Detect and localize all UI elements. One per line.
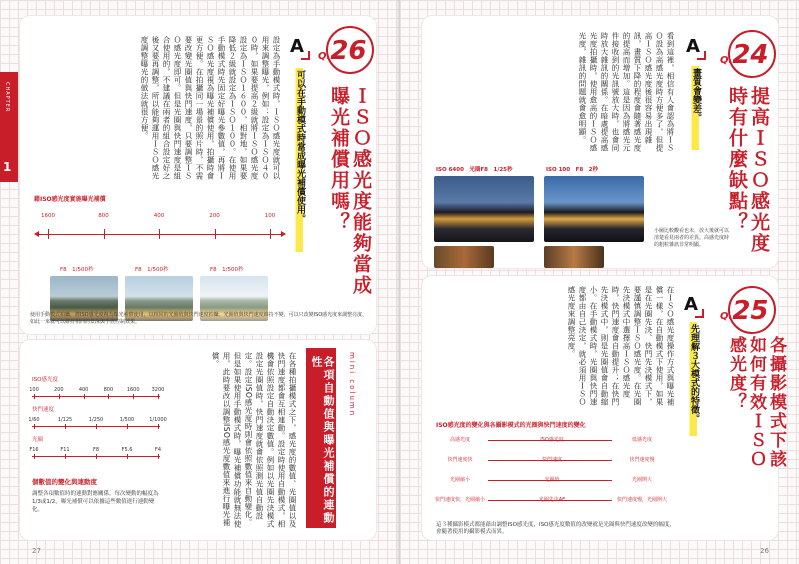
chapter-tab[interactable] xyxy=(0,72,18,182)
q25-diagram-caption: ISO感光度的變化與各攝影模式的光圈與快門速度的變化 xyxy=(436,422,586,429)
q24-photo-crop-high xyxy=(434,246,494,268)
iso-scale-tick-label: 800 xyxy=(103,387,114,393)
q24-card xyxy=(422,16,778,268)
q25-diagram-note: 這３種攝影模式都能藉由調整ISO感光度，ISO感光度數值的改變就是光圈與快門速度改變的幅度，會隨著使用的攝影模式而異。 xyxy=(436,522,675,535)
q25-row-left: 光圈縮小 xyxy=(449,477,470,483)
aperture-scale-tick-label: F4 xyxy=(154,447,162,453)
q26-photo-label-2: F8 1/500秒 xyxy=(135,267,169,273)
q24-photo-label-2: ISO 100 F8 2秒 xyxy=(546,167,598,173)
q26-card xyxy=(20,16,376,334)
exposure-scale-tick xyxy=(104,229,105,239)
q24-photo-crop-low xyxy=(544,246,604,268)
exposure-scale-tick xyxy=(48,229,49,239)
exposure-scale-tick-label: 1600 xyxy=(41,213,55,219)
aperture-scale-tick-label: F5.6 xyxy=(121,447,133,453)
exposure-scale-tick-label: 800 xyxy=(98,213,109,219)
iso-scale-tick-label: 100 xyxy=(29,387,39,393)
iso-scale-tick xyxy=(158,394,159,399)
mini-column-card xyxy=(20,340,376,540)
q24-body: 看到這裡，相信有人會認為將ＩＳＯ設為高感光度時方便多了，但提高ＩＳＯ感光度後很容易出現雜訊，畫質下降的程度會隨著感光度的提高而增加。這是因為將感光元件接收到的光訊號放大時，也會同時放大雜訊的關係。在暗處提高感光度拍攝時，使用愈高的ＩＳＯ感光度，雜訊的問題就會愈明顯。 xyxy=(578,32,675,152)
q26-answer-subtitle: 可以在手動模式時當成曝光補償使用。 xyxy=(294,68,307,252)
iso-scale-tick xyxy=(84,394,85,399)
q26-figure-note: 使用手動模式拍攝，將ISO感光度視為曝光補償使用，以相同的光圈值與快門速度拍攝。光圈值與快門速度維持不變，可以只改變ISO感光度來調整亮度，如此一來就可以維持相同的景深與手震控制效果。 xyxy=(30,312,368,325)
iso-scale-tick-label: 3200 xyxy=(151,387,165,393)
q25-answer-subtitle: 先理解３大模式的特徵。 xyxy=(688,322,701,436)
shutter-scale-tick xyxy=(34,424,35,429)
shutter-scale-tick-label: 1/1000 xyxy=(149,417,167,423)
right-page xyxy=(400,0,799,564)
shutter-scale-tick-label: 1/125 xyxy=(57,417,73,423)
iso-scale-tick xyxy=(59,394,60,399)
q25-row-arrow xyxy=(488,500,612,501)
q25-number: 25 xyxy=(732,296,769,326)
q26-figure-caption: 藉ISO感光度實施曝光補償 xyxy=(34,196,106,203)
q25-row-left: 高感光度 xyxy=(449,437,470,443)
q25-row-arrow xyxy=(488,440,612,441)
iso-diagram-label: ISO感光度 xyxy=(32,377,58,383)
mini-column-note-body: 調整各項數值時的連動對應關係。每次變動的幅度為1/3或1/2，曝光補償可以依據這些數值進行連動變化。 xyxy=(32,491,159,513)
q26-body: 設定為手動模式時，ＩＳＯ感光度就可以用來調整曝光，例如：設定為ＩＳＯ４００時，如果要提高２級就將ＩＳＯ感光度設定為ＩＳＯ１６００，相對地，如果要降低２級就設定為ＩＳＯ１００。在使用手動模式時先固定好曝光參數值，再將ＩＳＯ感光度視為曝光補償使用，拍攝時會更方便。在拍攝同一場景的照片時，不需要改變光圈值與快門速度，只要調整ＩＳＯ感光度即可。但是光圈與快門速度是組合使用的，不建議在兩者的組合設定好之後又要再調整，所以能夠運用ＩＳＯ感光度調整曝光的做法就很方便。 xyxy=(140,36,281,180)
exposure-scale-tick-label: 100 xyxy=(264,213,276,219)
q24-answer-subtitle: 畫質會變差。 xyxy=(690,66,703,150)
q24-photo-low-iso xyxy=(544,176,644,242)
aperture-scale-tick xyxy=(96,454,97,459)
mini-column-note-title: 個數值的變化與連動度 xyxy=(32,478,97,486)
exposure-scale-tick-label: 400 xyxy=(153,213,165,219)
q26-badge xyxy=(318,36,367,66)
aperture-scale-tick xyxy=(65,454,66,459)
q25-badge xyxy=(720,296,769,326)
chapter-label: CHAPTER xyxy=(4,82,10,113)
q25-row-right: 快門速度慢 xyxy=(629,457,655,463)
aperture-scale-tick xyxy=(158,454,159,459)
q25-card xyxy=(422,276,786,540)
exposure-scale-tick-label: 200 xyxy=(209,213,220,219)
q24-badge xyxy=(720,40,769,70)
aperture-scale-tick-label: F16 xyxy=(29,447,39,453)
aperture-scale-tick-label: F8 xyxy=(92,447,100,453)
q26-photo-label-3: F8 1/500秒 xyxy=(210,267,244,273)
q25-title: 各攝影模式下該如何有效ＩＳＯ感光度？ xyxy=(726,336,786,469)
q24-number: 24 xyxy=(732,40,769,70)
q25-answer-letter: A xyxy=(682,296,700,314)
q24-q-label: Q. xyxy=(720,55,733,66)
iso-scale-tick xyxy=(133,394,134,399)
iso-scale-tick-label: 200 xyxy=(54,387,64,393)
q24-title: 提高ＩＳＯ感光度時有什麼缺點？ xyxy=(726,86,770,254)
shutter-scale-tick xyxy=(127,424,128,429)
q25-row-right: 光圈開大 xyxy=(631,477,652,483)
shutter-scale-tick xyxy=(65,424,66,429)
q24-photo-label-1: ISO 6400 光圈F8 1/25秒 xyxy=(436,167,513,173)
mini-column-tag: mini column xyxy=(348,352,356,418)
aperture-scale-tick-label: F11 xyxy=(60,447,70,453)
exposure-scale-left-arrow xyxy=(34,231,39,237)
q25-row-right: 快門速度慢，光圈開大 xyxy=(616,497,667,503)
q26-title: ＩＳＯ感光度能夠當成曝光補償用嗎？ xyxy=(328,86,372,296)
iso-scale-line xyxy=(32,396,160,397)
right-page-number: 26 xyxy=(760,547,769,555)
mini-column-title: 各項自動值與曝光補償的連動性 xyxy=(310,356,335,525)
shutter-scale-tick xyxy=(158,424,159,429)
left-page xyxy=(0,0,399,564)
iso-scale-tick-label: 400 xyxy=(78,387,89,393)
iso-scale-tick-label: 1600 xyxy=(126,387,140,393)
aperture-scale-tick xyxy=(34,454,35,459)
exposure-scale-right-arrow xyxy=(281,231,286,237)
left-page-number: 27 xyxy=(32,547,41,555)
iso-scale-tick xyxy=(34,394,35,399)
shutter-scale-tick-label: 1/250 xyxy=(88,417,104,423)
aperture-diagram-label: 光圈 xyxy=(32,437,44,443)
exposure-scale-line xyxy=(38,234,282,235)
q25-body: 在ＩＳＯ感光度操作方式與曝光補償一樣，在自動模式下使用，如果是在光圈先決、快門先決模式下，要謹慎調整ＩＳＯ感光度。在光圈先決模式中選擇高ＩＳＯ感光度時，快門速度會自動提升；在快門先決模式中，則是光圈值會自動縮小。在手動模式時，光圈與快門速度都由自己決定，就必須用ＩＳＯ感光度來調整亮度。 xyxy=(567,286,675,406)
shutter-scale-tick-label: 1/500 xyxy=(119,417,135,423)
q26-answer-letter: A xyxy=(288,38,306,56)
exposure-scale-tick xyxy=(270,229,271,239)
q24-photo-note: 小圖比較觀看也未，放大後就可以清楚看見兩者的差異。高感光度時的粗粒雜訊非常明顯。 xyxy=(654,228,730,248)
q25-q-label: Q. xyxy=(720,311,733,322)
q26-photo-label-1: F8 1/500秒 xyxy=(60,267,94,273)
q25-row-arrow xyxy=(488,480,612,481)
q24-photo-high-iso xyxy=(434,176,534,242)
aperture-scale-tick xyxy=(127,454,128,459)
q25-row-arrow xyxy=(488,460,612,461)
iso-scale-tick xyxy=(108,394,109,399)
shutter-scale-tick-label: 1/60 xyxy=(28,417,40,423)
q25-row-left: 快門速度快 xyxy=(447,457,473,463)
q26-q-label: Q. xyxy=(318,51,331,62)
q25-row-left: 快門速度快，光圈縮小 xyxy=(434,497,485,503)
chapter-number: 1 xyxy=(3,160,12,174)
shutter-scale-tick xyxy=(96,424,97,429)
exposure-scale-tick xyxy=(159,229,160,239)
q24-answer-letter: A xyxy=(684,38,702,56)
exposure-scale-tick xyxy=(215,229,216,239)
shutter-diagram-label: 快門速度 xyxy=(32,407,55,413)
mini-column-body: 在各種拍攝模式之下，感光度的數值、光圈值以及快門速度都會互相連動。設定時使用自動模式，相機會依照設定自動決定數值。例如以光圈先決模式設定光圈值時，快門速度就會依照測光值自動設定。設定ISO感光度時則會依照數值來自動變化。但是如果使用手動模式時，曝光補償功能就無法使用，此時要改以調整ISO感光度數值來進行曝光補償。 xyxy=(211,352,297,528)
q26-number: 26 xyxy=(330,36,367,66)
q25-row-right: 低感光度 xyxy=(631,437,652,443)
